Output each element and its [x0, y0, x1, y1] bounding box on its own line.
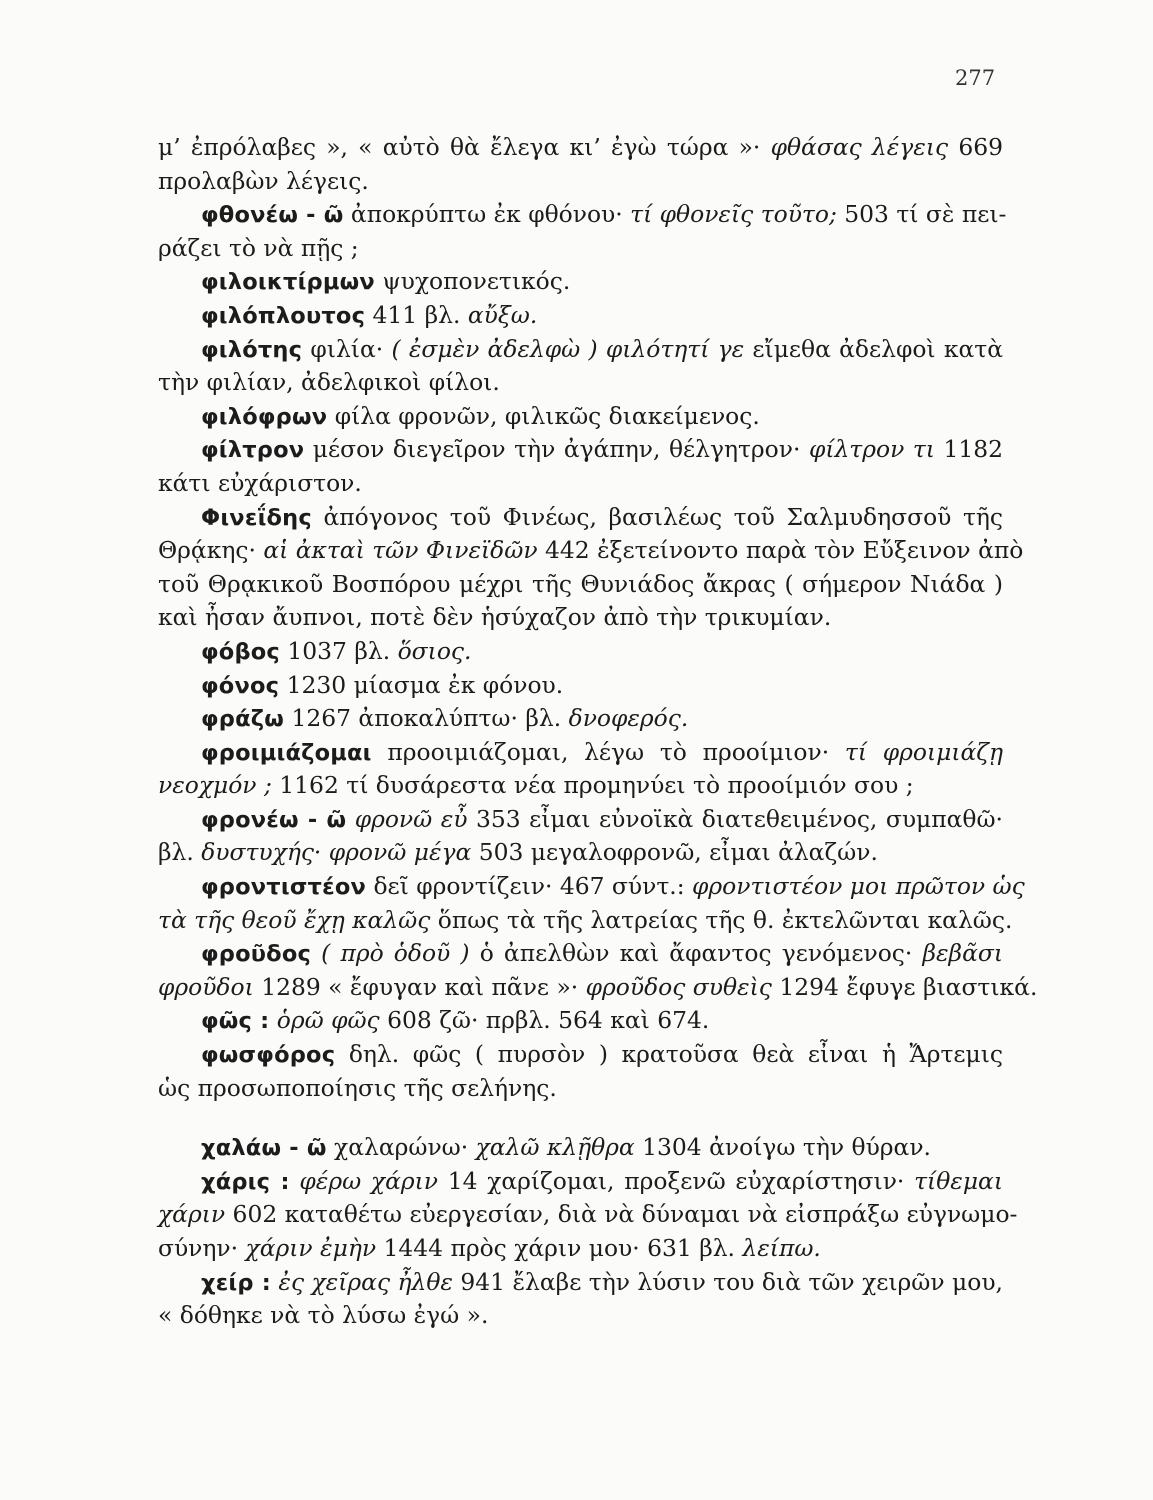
gloss-text: σύνην· [158, 1234, 246, 1262]
gloss-text: 411 βλ. [365, 300, 468, 329]
headword: φόνος [201, 672, 280, 699]
gloss-text: φίλα φρονῶν, φιλικῶς διακείμενος. [327, 401, 760, 430]
continuation-line [158, 165, 1003, 199]
gloss-text: 669 [948, 133, 1003, 161]
quotation: δνοφερός. [568, 704, 689, 733]
entry-line [158, 635, 1003, 669]
headword: χαλάω - ῶ [201, 1135, 327, 1162]
entry-line [158, 669, 1003, 703]
continuation-line [158, 534, 1024, 568]
gloss-text: 442 ἐξετείνοντο παρὰ τὸν Εὔξεινον ἀπὸ [537, 536, 1024, 565]
gloss-text: φιλία· [302, 334, 392, 363]
entry-line [158, 1004, 1003, 1038]
headword: φράζω [201, 706, 285, 733]
continuation-line [158, 904, 1013, 938]
gloss-text [269, 1006, 276, 1034]
quotation: φρονῶ εὖ [354, 804, 468, 833]
continuation-line [158, 1072, 1003, 1106]
gloss-text: 602 καταθέτω εὐεργεσίαν, διὰ νὰ δύναμαι νὰ εἰσπράξω εὐγνωμο- [225, 1200, 1018, 1229]
entry-line [158, 803, 1003, 837]
gloss-text: βλ. [158, 838, 202, 867]
quotation: λείπω. [742, 1234, 821, 1262]
gloss-text: 941 ἔλαβε τὴν λύσιν του διὰ τῶν χειρῶν μου, [452, 1267, 1003, 1296]
continuation-line [158, 836, 1003, 870]
quotation: αἱ ἀκταὶ τῶν Φινεϊδῶν [263, 536, 538, 565]
continuation-line [158, 971, 1038, 1005]
headword: φροῦδος [201, 941, 312, 968]
gloss-text: καὶ ἦσαν ἄυπνοι, ποτὲ δὲν ἡσύχαζον ἀπὸ τὴν τρικυμίαν. [158, 603, 832, 632]
gloss-text: μέσον διεγεῖρον τὴν ἀγάπην, θέλγητρον· [304, 435, 809, 464]
entry-line [158, 501, 1003, 535]
gloss-text: 1294 ἔφυγε βιαστικά. [771, 972, 1038, 1001]
gloss-text: ψυχοπονετικός. [374, 267, 571, 296]
gloss-text: δεῖ φροντίζειν· 467 σύντ.: [366, 872, 693, 901]
headword: χάρις : [201, 1168, 290, 1195]
gloss-text: χαλαρώνω· [326, 1133, 476, 1162]
quotation: χάριν [158, 1200, 226, 1229]
continuation-line [158, 467, 1003, 501]
gloss-text: τὴν φιλίαν, ἀδελφικοὶ φίλοι. [158, 368, 500, 397]
gloss-text: 353 εἶμαι εὐνοϊκὰ διατεθειμένος, συμπαθῶ· [467, 804, 1003, 833]
gloss-text: Θρᾴκης· [158, 536, 264, 565]
gloss-text: κάτι εὐχάριστον. [158, 468, 362, 497]
page-number: 277 [955, 66, 996, 90]
quotation: φροντιστέον μοι πρῶτον ὡς [692, 872, 1025, 901]
quotation: φροῦδος συθεὶς [585, 972, 772, 1001]
entry-line [158, 1165, 1003, 1199]
gloss-text: 608 ζῶ· πρβλ. 564 καὶ 674. [379, 1006, 710, 1035]
gloss-text: 1230 μίασμα ἐκ φόνου. [279, 670, 564, 699]
entry-line [158, 1038, 1003, 1072]
continuation-line [158, 1299, 1003, 1333]
headword: φιλότης [201, 336, 303, 363]
headword: χείρ : [201, 1269, 271, 1296]
headword: φιλόπλουτος [201, 302, 366, 329]
gloss-text: ὅπως τὰ τῆς λατρείας τῆς θ. ἐκτελῶνται καλῶς. [430, 905, 1013, 934]
continuation-line [158, 769, 1003, 803]
entry-line [158, 1266, 1003, 1300]
gloss-text: μ’ ἐπρόλαβες », « αὐτὸ θὰ ἔλεγα κι’ ἐγὼ τώρα »· [158, 133, 771, 161]
gloss-text: 1037 βλ. [279, 636, 398, 665]
quotation: τί φθονεῖς τοῦτο; [630, 200, 837, 229]
quotation: τὰ τῆς θεοῦ ἔχῃ καλῶς [158, 905, 431, 934]
entry-line [158, 299, 1003, 333]
headword: φροιμιάζομαι [201, 739, 372, 766]
headword: φωσφόρος [201, 1042, 336, 1069]
headword: φῶς : [201, 1008, 270, 1035]
quotation: νεοχμόν ; [158, 771, 272, 800]
gloss-text: ράζει τὸ νὰ πῇς ; [158, 233, 359, 262]
quotation: φέρω χάριν [299, 1166, 439, 1195]
gloss-text [290, 1167, 300, 1195]
gloss-text: 14 χαρίζομαι, προξενῶ εὐχαρίστησιν· [438, 1166, 915, 1195]
gloss-text: προοιμιάζομαι, λέγω τὸ προοίμιον· [371, 737, 845, 766]
gloss-text: 1304 ἀνοίγω τὴν θύραν. [634, 1133, 931, 1162]
gloss-text: ἀπόγονος τοῦ Φινέως, βασιλέως τοῦ Σαλμυδησσοῦ τῆς [311, 502, 1003, 531]
quotation: ( πρὸ ὁδοῦ ) [321, 939, 470, 968]
entry-line [158, 433, 1003, 467]
continuation-line [158, 1198, 1018, 1232]
continuation-line [158, 232, 1003, 266]
gloss-text: ὡς προσωποποίησις τῆς σελήνης. [158, 1073, 557, 1102]
gloss-text [311, 939, 321, 967]
section-gap [158, 1105, 1003, 1131]
continuation-line [158, 131, 1003, 165]
gloss-text: 1182 [934, 435, 1004, 464]
entry-line [158, 333, 1003, 367]
gloss-text: τοῦ Θρᾳκικοῦ Βοσπόρου μέχρι τῆς Θυνιάδος ἄκρας ( σήμερον Νιάδα ) [158, 569, 1003, 598]
continuation-line [158, 1232, 1003, 1266]
continuation-line [158, 568, 1003, 602]
quotation: φροῦδοι [158, 972, 254, 1001]
entry-line [158, 198, 1007, 232]
quotation: ἐς χεῖρας ἦλθε [278, 1267, 453, 1296]
gloss-text: εἴμεθα ἀδελφοὶ κατὰ [744, 334, 1003, 363]
quotation: δυστυχής· φρονῶ μέγα [201, 838, 472, 867]
headword: φιλοικτίρμων [201, 269, 375, 296]
quotation: φίλτρον τι [808, 435, 935, 464]
headword: φιλόφρων [201, 403, 328, 430]
continuation-line [158, 366, 1003, 400]
headword: φθονέω - ῶ [201, 202, 344, 229]
headword: φίλτρον [201, 437, 305, 464]
quotation: τίθεμαι [914, 1166, 1003, 1195]
entry-line [158, 265, 1003, 299]
headword: φόβος [201, 638, 280, 665]
quotation: βεβᾶσι [922, 939, 1003, 968]
gloss-text: προλαβὼν λέγεις. [158, 166, 369, 195]
headword: Φινεΐδης [201, 504, 312, 531]
entry-line [158, 870, 1025, 904]
quotation: τί φροιμιάζῃ [844, 737, 1003, 766]
entry-line [158, 736, 1003, 770]
quotation: ὁρῶ φῶς [276, 1006, 380, 1035]
entry-line [158, 400, 1003, 434]
quotation: αὔξω. [467, 300, 538, 329]
gloss-text [346, 805, 354, 833]
glossary-text [158, 131, 1038, 1333]
headword: φροντιστέον [201, 874, 367, 901]
gloss-text: δηλ. φῶς ( πυρσὸν ) κρατοῦσα θεὰ εἶναι ἡ Ἄρτεμις [335, 1040, 1003, 1069]
gloss-text: 1289 « ἔφυγαν καὶ πᾶνε »· [253, 972, 586, 1001]
headword: φρονέω - ῶ [201, 806, 347, 833]
entry-line [158, 702, 1003, 736]
gloss-text: ἀποκρύπτω ἐκ φθόνου· [343, 200, 631, 229]
quotation: ( ἐσμὲν ἀδελφὼ ) φιλότητί γε [391, 334, 745, 363]
gloss-text: 503 τί σὲ πει- [836, 200, 1007, 229]
continuation-line [158, 601, 1003, 635]
gloss-text: 1267 ἀποκαλύπτω· βλ. [284, 704, 569, 733]
quotation: χαλῶ κλῇθρα [475, 1133, 635, 1162]
gloss-text: 503 μεγαλοφρονῶ, εἶμαι ἀλαζών. [471, 838, 878, 867]
gloss-text: ὁ ἀπελθὼν καὶ ἄφαντος γενόμενος· [469, 939, 923, 968]
entry-line [158, 1131, 1003, 1165]
quotation: χάριν ἐμὴν [245, 1234, 377, 1262]
quotation: φθάσας λέγεις [770, 133, 949, 161]
gloss-text: 1162 τί δυσάρεστα νέα προμηνύει τὸ προοίμιόν σου ; [271, 771, 914, 800]
entry-line [158, 937, 1003, 971]
gloss-text: 1444 πρὸς χάριν μου· 631 βλ. [376, 1234, 743, 1262]
quotation: ὅσιος. [397, 636, 472, 665]
gloss-text: « δόθηκε νὰ τὸ λύσω ἐγώ ». [158, 1301, 489, 1330]
